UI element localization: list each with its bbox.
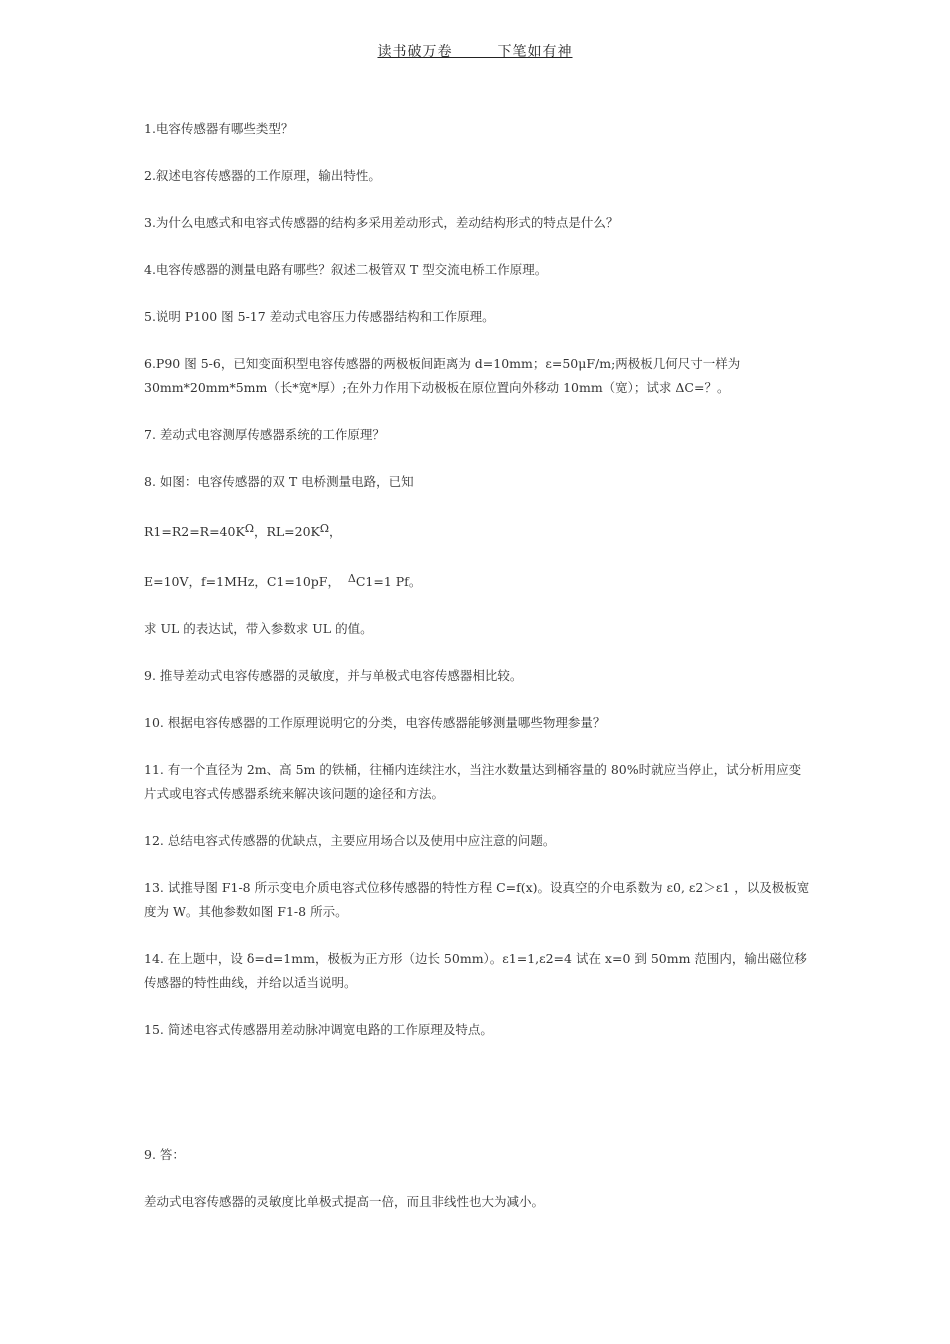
question-7: 7. 差动式电容测厚传感器系统的工作原理？	[144, 427, 385, 442]
q8-e-f-c1: E=10V，f=1MHz，C1=10pF，	[144, 574, 340, 589]
question-10: 10. 根据电容传感器的工作原理说明它的分类，电容传感器能够测量哪些物理参量？	[144, 715, 606, 730]
answer-text: 差动式电容传感器的灵敏度比单极式提高一倍，而且非线性也大为减小。	[144, 1194, 545, 1209]
answer-label: 9. 答：	[144, 1147, 185, 1162]
q8-rl-value: ，RL=20K	[253, 524, 320, 539]
page-header	[0, 41, 950, 61]
q8-r-values: R1=R2=R=40K	[144, 524, 245, 539]
delta-symbol: Δ	[347, 572, 356, 585]
question-13: 13. 试推导图 F1-8 所示变电介质电容式位移传感器的特性方程 C=f(x)。设真空的介电系数为 ε0, ε2＞ε1 ，以及极板宽度为 W。其他参数如图 F1-8 所示。	[144, 880, 810, 919]
question-5: 5.说明 P100 图 5-17 差动式电容压力传感器结构和工作原理。	[144, 309, 495, 324]
q8-source-values	[144, 567, 810, 594]
question-4: 4.电容传感器的测量电路有哪些？叙述二极管双 T 型交流电桥工作原理。	[144, 262, 548, 277]
q8-delta-c1: C1=1 Pf。	[355, 574, 422, 589]
question-3: 3.为什么电感式和电容式传感器的结构多采用差动形式，差动结构形式的特点是什么？	[144, 215, 619, 230]
question-11: 11. 有一个直径为 2m、高 5m 的铁桶，往桶内连续注水，当注水数量达到桶容量的 80%时就应当停止，试分析用应变片式或电容式传感器系统来解决该问题的途径和方法。	[144, 762, 802, 801]
q8-resistor-values	[144, 517, 810, 544]
omega-symbol-2: Ω	[319, 522, 329, 535]
q8-comma: ，	[329, 524, 342, 539]
omega-symbol: Ω	[244, 522, 254, 535]
question-9: 9. 推导差动式电容传感器的灵敏度，并与单极式电容传感器相比较。	[144, 668, 523, 683]
question-6: 6.P90 图 5-6，已知变面积型电容传感器的两极板间距离为 d=10mm；ε=50μF/m;两极板几何尺寸一样为 30mm*20mm*5mm（长*宽*厚）;在外力作用下动极板在原位置向外移动 10mm（宽）；试求 ΔC=？。	[144, 356, 741, 395]
question-15: 15. 简述电容式传感器用差动脉冲调宽电路的工作原理及特点。	[144, 1022, 493, 1037]
question-14: 14. 在上题中，设 δ=d=1mm，极板为正方形（边长 50mm）。ε1=1,ε2=4 试在 x=0 到 50mm 范围内，输出磁位移传感器的特性曲线，并给以适当说明。	[144, 951, 807, 990]
spacer	[144, 1065, 810, 1143]
question-12: 12. 总结电容式传感器的优缺点，主要应用场合以及使用中应注意的问题。	[144, 833, 556, 848]
question-1: 1.电容传感器有哪些类型？	[144, 121, 294, 136]
q8-task: 求 UL 的表达试，带入参数求 UL 的值。	[144, 621, 373, 636]
header-title: 读书破万卷＿＿＿下笔如有神	[377, 44, 573, 60]
question-2: 2.叙述电容传感器的工作原理，输出特性。	[144, 168, 381, 183]
document-body	[144, 117, 810, 1237]
question-8: 8. 如图：电容传感器的双 T 电桥测量电路，已知	[144, 474, 414, 489]
